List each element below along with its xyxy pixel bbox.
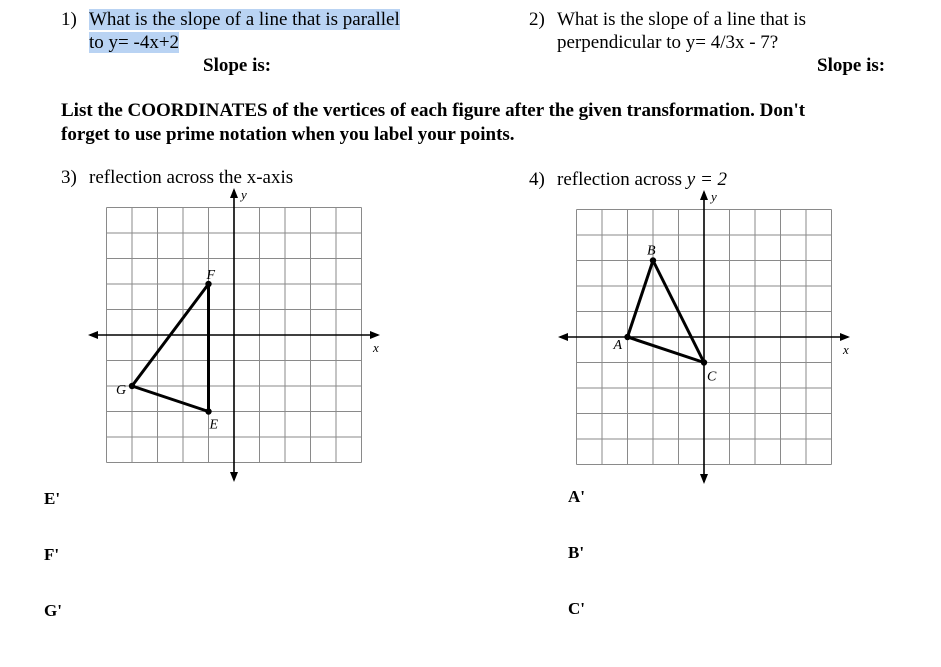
question-4-number: 4) [529, 169, 545, 190]
graph-4-x-axis-arrow-left [558, 333, 568, 341]
graph-4-vertex-label-c: C [707, 369, 717, 385]
graph-4-x-axis-arrow-right [840, 333, 850, 341]
graph-4-vertex-label-b: B [647, 243, 656, 259]
graph-4-vertex-c [701, 359, 707, 365]
graph-3-x-axis-label: x [373, 340, 379, 355]
graph-4-y-axis-label: y [711, 189, 717, 204]
question-2-slope-label: Slope is: [817, 55, 886, 76]
answer-label-a-prime: A' [568, 487, 585, 506]
answer-label-f-prime: F' [44, 545, 60, 564]
instructions [61, 99, 805, 147]
graph-3-triangle [132, 284, 209, 412]
graph-3 [80, 186, 400, 486]
question-4-text-prefix: reflection across [557, 169, 687, 190]
graph-4-vertex-a [624, 334, 630, 340]
graph-3-vertex-label-g: G [116, 383, 127, 398]
graph-3-x-axis-arrow-right [370, 331, 380, 339]
graph-3-x-axis-arrow-left [88, 331, 98, 339]
graph-3-vertex-label-f: F [206, 268, 216, 283]
instructions-line-1: List the COORDINATES of the vertices of each figure after the given transformation. Don't [61, 100, 806, 121]
question-2-line-2: perpendicular to y= 4/3x - 7? [557, 32, 779, 53]
question-3-text: reflection across the x-axis [89, 167, 294, 188]
question-1-number: 1) [61, 9, 77, 30]
graph-3-y-axis-arrow-up [230, 188, 238, 198]
question-4-equation: y = 2 [686, 169, 728, 190]
graph-3-y-axis-label: y [241, 187, 247, 202]
graph-3-y-axis-arrow-down [230, 472, 238, 482]
question-1-slope-label: Slope is: [203, 55, 272, 76]
graph-4-x-axis-label: x [843, 342, 849, 357]
question-1-line-1: What is the slope of a line that is parallel [89, 9, 400, 30]
question-1-text [89, 8, 400, 54]
answer-label-b-prime: B' [568, 543, 585, 562]
question-2-number: 2) [529, 9, 545, 30]
graph-3-vertex-e [205, 408, 211, 414]
question-3-number: 3) [61, 167, 77, 188]
question-1-line-2: to y= -4x+2 [89, 32, 180, 53]
question-2-line-1: What is the slope of a line that is [557, 9, 807, 30]
graph-4 [550, 188, 870, 488]
instructions-line-2: forget to use prime notation when you label your points. [61, 124, 515, 145]
graph-3-vertex-g [129, 383, 135, 389]
graph-4-y-axis-arrow-up [700, 190, 708, 200]
question-2-text [557, 8, 806, 54]
answer-label-e-prime: E' [44, 489, 61, 508]
answer-label-c-prime: C' [568, 599, 585, 618]
graph-4-vertex-label-a: A [613, 338, 623, 353]
graph-4-y-axis-arrow-down [700, 474, 708, 484]
graph-3-vertex-label-e: E [209, 417, 219, 433]
answer-label-g-prime: G' [44, 601, 62, 620]
